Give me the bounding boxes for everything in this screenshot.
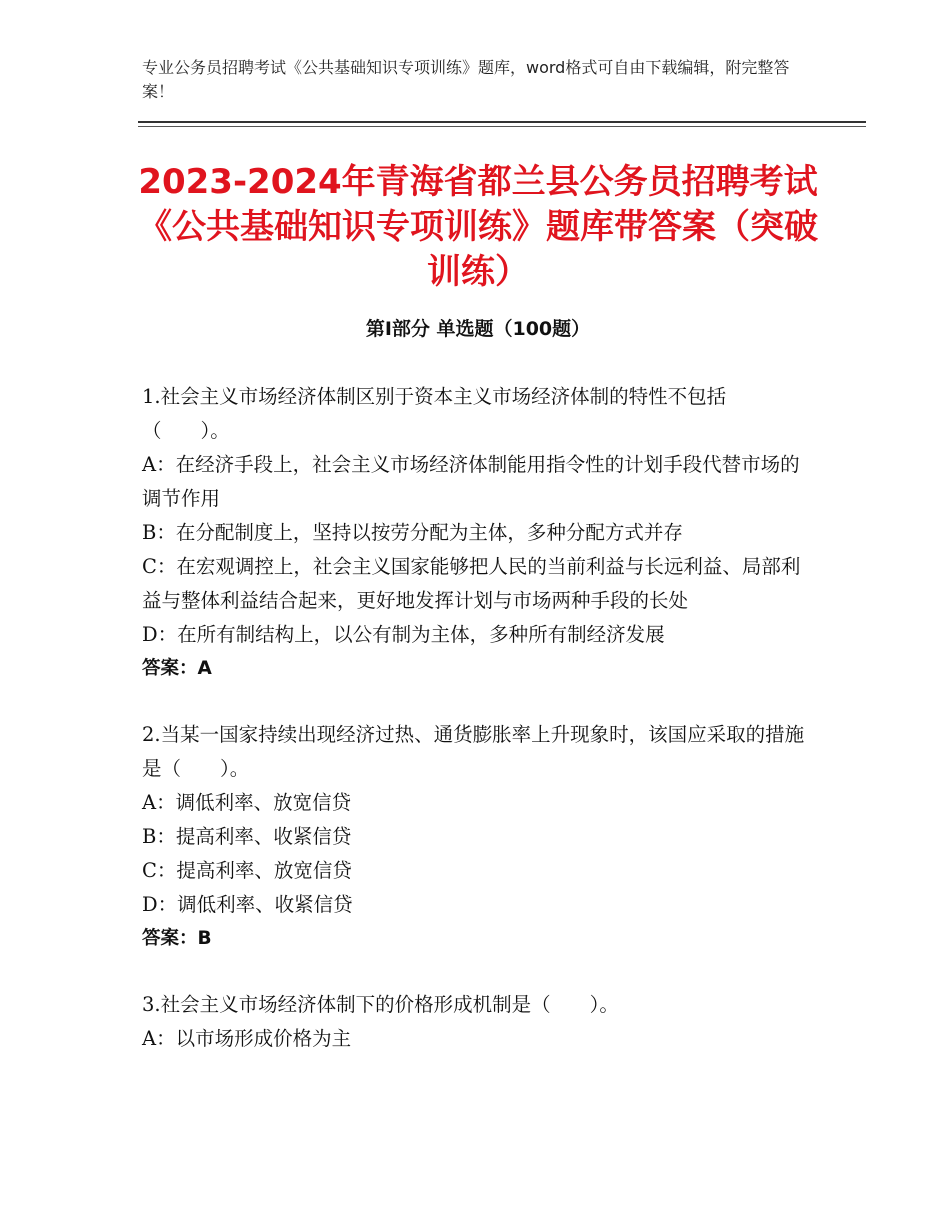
document-title: 2023-2024年青海省都兰县公务员招聘考试《公共基础知识专项训练》题库带答案（突破训练） (138, 162, 818, 292)
answer: 答案：B (142, 928, 212, 949)
option-d: D：在所有制结构上，以公有制为主体，多种所有制经济发展 (142, 623, 665, 646)
header-rule-thin (138, 126, 866, 127)
option-b: B：在分配制度上，坚持以按劳分配为主体，多种分配方式并存 (142, 521, 683, 544)
option-c: C：提高利率、放宽信贷 (142, 859, 352, 882)
question-spacer (142, 956, 810, 988)
section-title: 第Ⅰ部分 单选题（100题） (365, 318, 591, 340)
question-2 (142, 718, 810, 956)
question-3 (142, 988, 810, 1056)
option-a: A：以市场形成价格为主 (142, 1027, 352, 1050)
header-note: 专业公务员招聘考试《公共基础知识专项训练》题库，word格式可自由下载编辑，附完整答案！ (142, 58, 790, 101)
question-stem: 3.社会主义市场经济体制下的价格形成机制是（ ）。 (142, 993, 619, 1016)
header-rule-thick (138, 121, 866, 123)
answer: 答案：A (142, 658, 212, 679)
option-d: D：调低利率、收紧信贷 (142, 893, 353, 916)
option-b: B：提高利率、收紧信贷 (142, 825, 352, 848)
question-spacer (142, 686, 810, 718)
question-stem: 1.社会主义市场经济体制区别于资本主义市场经济体制的特性不包括（ ）。 (142, 385, 727, 442)
option-c: C：在宏观调控上，社会主义国家能够把人民的当前利益与长远利益、局部利益与整体利益结合起来，更好地发挥计划与市场两种手段的长处 (142, 555, 801, 612)
question-list (142, 380, 810, 1056)
question-stem: 2.当某一国家持续出现经济过热、通货膨胀率上升现象时，该国应采取的措施是（ ）。 (142, 723, 805, 780)
option-a: A：在经济手段上，社会主义市场经济体制能用指令性的计划手段代替市场的调节作用 (142, 453, 800, 510)
option-a: A：调低利率、放宽信贷 (142, 791, 352, 814)
question-1 (142, 380, 810, 686)
